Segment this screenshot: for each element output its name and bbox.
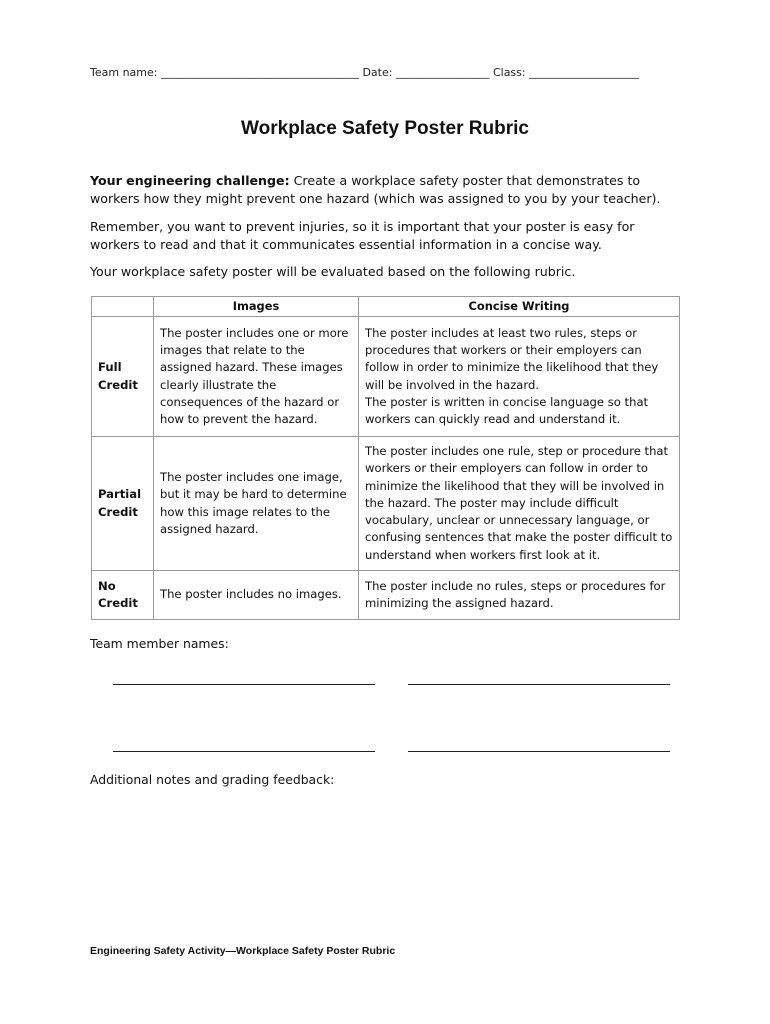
challenge-label: Your engineering challenge:: [90, 173, 290, 188]
team-members-label: Team member names:: [90, 636, 229, 651]
member-name-line-2[interactable]: [408, 684, 670, 685]
challenge-text: Create a workplace safety poster that demonstrates to workers how they might prevent one hazard (which was assigned to you by your teacher).: [90, 173, 661, 206]
row-label-partial-credit: Partial Credit: [92, 437, 154, 571]
member-name-line-3[interactable]: [113, 751, 375, 752]
rubric-header-row: [92, 297, 680, 317]
remember-paragraph: Remember, you want to prevent injuries, so it is important that your poster is easy for workers to read and that it communicates essential information in a concise way.: [90, 219, 635, 252]
full-credit-writing-rules: The poster includes at least two rules, steps or procedures that workers or their employers can follow in order to minimize the likelihood that they will be involved in the hazard.: [365, 325, 659, 392]
page-footer: Engineering Safety Activity—Workplace Safety Poster Rubric: [90, 945, 396, 957]
evaluation-paragraph: Your workplace safety poster will be evaluated based on the following rubric.: [90, 264, 576, 279]
header-concise-writing: Concise Writing: [359, 297, 680, 317]
full-credit-writing-language: The poster is written in concise language so that workers can quickly read and understand it.: [365, 394, 649, 426]
page-title: Workplace Safety Poster Rubric: [241, 118, 529, 139]
member-name-line-4[interactable]: [408, 751, 670, 752]
partial-credit-writing: The poster includes one rule, step or procedure that workers or their employers can follow in order to minimize the likelihood that they will be involved in the hazard. The poster may include difficult vocabulary, unclear or unnecessary language, or confusing sentences that make the poster difficult to understand when workers first look at it.: [359, 437, 680, 571]
header-images: Images: [154, 297, 359, 317]
notes-label: Additional notes and grading feedback:: [90, 772, 335, 787]
no-credit-images: The poster includes no images.: [154, 571, 359, 620]
rubric-table: [91, 296, 680, 620]
full-credit-images: The poster includes one or more images that relate to the assigned hazard. These images clearly illustrate the consequences of the hazard or how to prevent the hazard.: [154, 317, 359, 437]
table-row: [92, 571, 680, 620]
table-row: [92, 437, 680, 571]
challenge-paragraph: [90, 172, 680, 207]
partial-credit-images: The poster includes one image, but it may be hard to determine how this image relates to the assigned hazard.: [154, 437, 359, 571]
row-label-no-credit: No Credit: [92, 571, 154, 620]
no-credit-writing: The poster include no rules, steps or procedures for minimizing the assigned hazard.: [359, 571, 680, 620]
full-credit-writing: [359, 317, 680, 437]
header-corner-cell: [92, 297, 154, 317]
header-fields-line: Team name: ____________________________________ Date: _________________ Class: ____________________: [90, 66, 640, 79]
member-name-line-1[interactable]: [113, 684, 375, 685]
row-label-full-credit: Full Credit: [92, 317, 154, 437]
table-row: [92, 317, 680, 437]
